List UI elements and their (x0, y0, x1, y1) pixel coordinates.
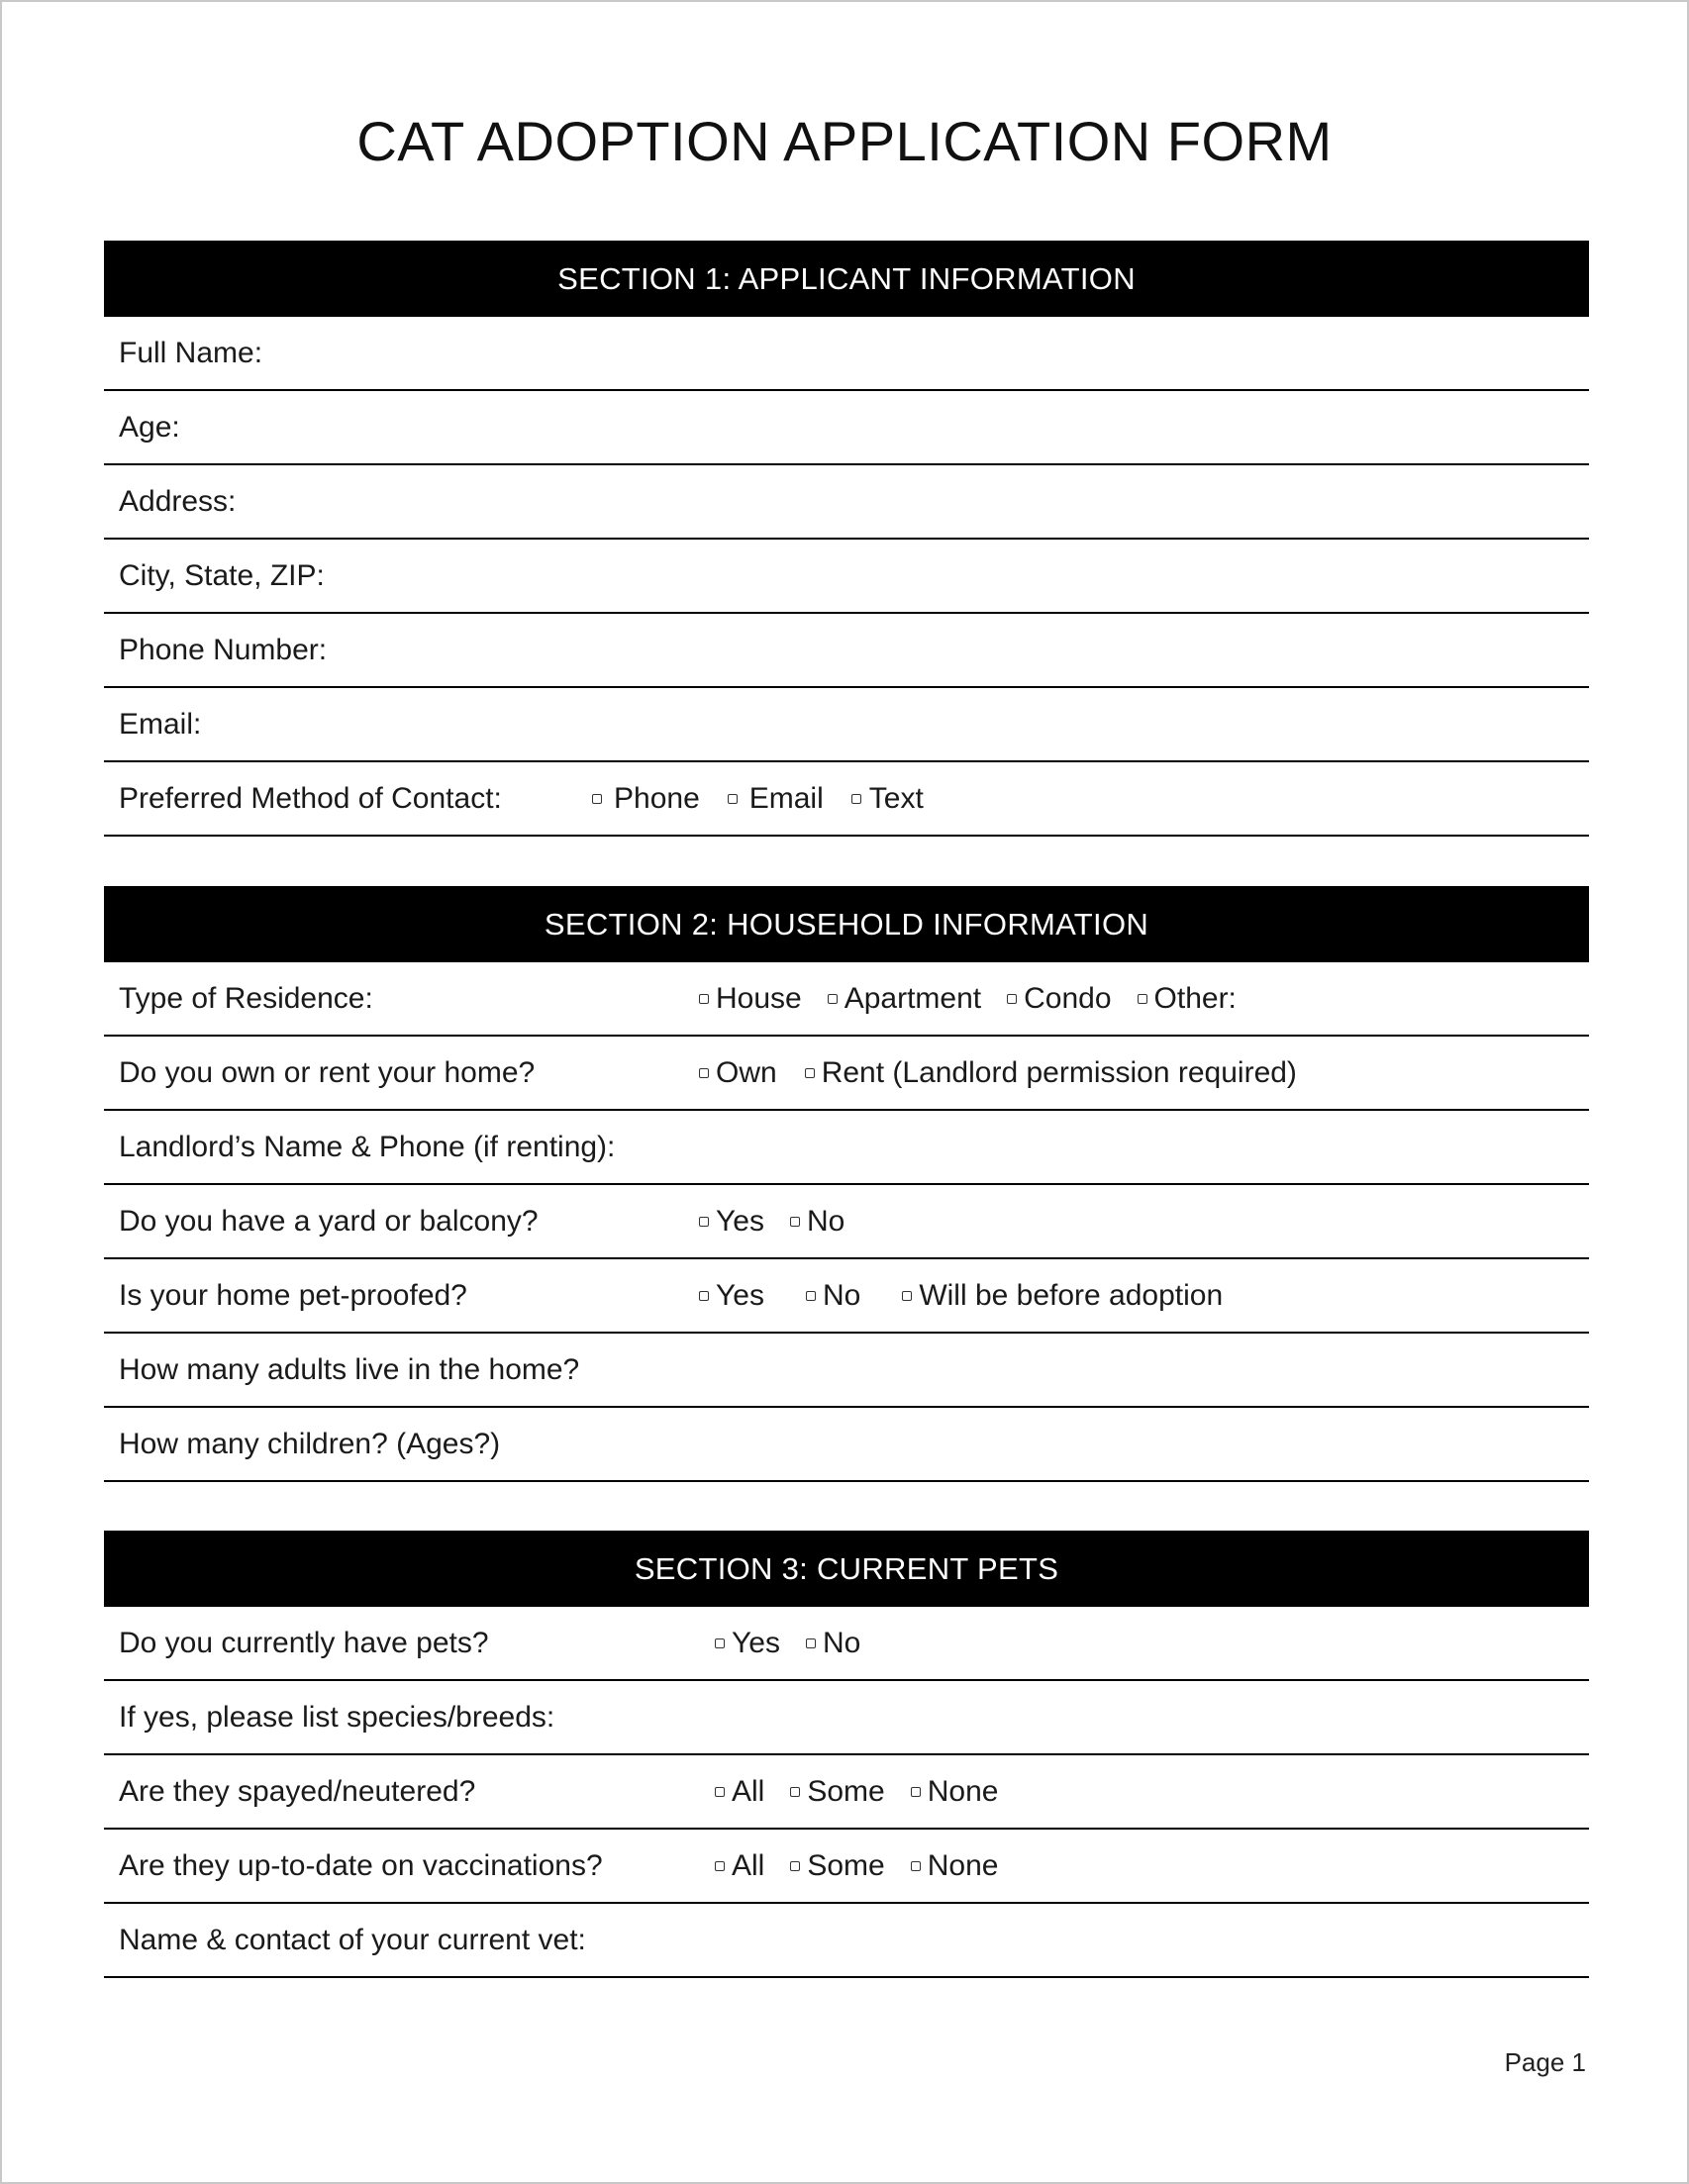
checkbox[interactable] (592, 794, 602, 804)
checkbox[interactable] (828, 994, 838, 1004)
preferred-contact-field (104, 762, 1589, 837)
option-label: Some (807, 1774, 885, 1808)
option-label: No (806, 1204, 845, 1238)
option-label: All (732, 1774, 765, 1808)
option-text[interactable] (851, 782, 924, 816)
option-label: Phone (614, 781, 700, 815)
landlord-field[interactable] (104, 1111, 1589, 1185)
option-will-be-before-adoption[interactable] (902, 1279, 1223, 1313)
option-label: Own (716, 1055, 777, 1089)
option-label: Email (748, 781, 824, 815)
adults-field[interactable] (104, 1334, 1589, 1408)
field-label: Do you own or rent your home? (119, 1055, 536, 1089)
checkbox[interactable] (728, 794, 738, 804)
option-no[interactable] (790, 1205, 844, 1239)
checkbox[interactable] (806, 1291, 816, 1301)
option-yes[interactable] (715, 1627, 780, 1660)
checkbox[interactable] (902, 1291, 912, 1301)
option-apartment[interactable] (828, 982, 981, 1016)
checkbox[interactable] (699, 1217, 709, 1227)
field-label: Phone Number: (119, 633, 328, 666)
section-current-pets (104, 1531, 1589, 1978)
option-none[interactable] (911, 1775, 999, 1809)
vaccination-options (715, 1849, 998, 1883)
option-some[interactable] (790, 1775, 884, 1809)
option-none[interactable] (911, 1849, 999, 1883)
pet-proofed-options (699, 1279, 1223, 1313)
option-all[interactable] (715, 1849, 764, 1883)
option-label: No (822, 1626, 861, 1659)
section-header: SECTION 2: HOUSEHOLD INFORMATION (104, 886, 1589, 962)
contact-options (592, 782, 924, 816)
own-rent-options (699, 1056, 1297, 1090)
checkbox[interactable] (911, 1861, 921, 1871)
checkbox[interactable] (1138, 994, 1147, 1004)
option-label: Rent (Landlord permission required) (821, 1055, 1297, 1089)
section-header: SECTION 1: APPLICANT INFORMATION (104, 241, 1589, 317)
field-label: If yes, please list species/breeds: (119, 1700, 555, 1734)
option-label: No (822, 1278, 861, 1312)
option-no[interactable] (806, 1627, 860, 1660)
checkbox[interactable] (790, 1787, 800, 1797)
option-label: Yes (732, 1626, 780, 1659)
field-label: Do you currently have pets? (119, 1626, 489, 1659)
field-label: Landlord’s Name & Phone (if renting): (119, 1130, 616, 1163)
field-label: Address: (119, 484, 237, 518)
age-field[interactable] (104, 391, 1589, 465)
field-label: How many adults live in the home? (119, 1352, 580, 1386)
checkbox[interactable] (699, 994, 709, 1004)
yard-balcony-field (104, 1185, 1589, 1259)
current-pets-field (104, 1607, 1589, 1681)
pet-proofed-field (104, 1259, 1589, 1334)
option-label: None (927, 1774, 999, 1808)
field-label: Type of Residence: (119, 981, 373, 1015)
checkbox[interactable] (806, 1638, 816, 1648)
checkbox[interactable] (790, 1217, 800, 1227)
field-label: Is your home pet-proofed? (119, 1278, 467, 1312)
option-label: All (732, 1848, 765, 1882)
option-phone[interactable] (592, 782, 700, 816)
address-field[interactable] (104, 465, 1589, 540)
children-field[interactable] (104, 1408, 1589, 1482)
field-label: City, State, ZIP: (119, 558, 325, 592)
own-or-rent-field (104, 1037, 1589, 1111)
option-some[interactable] (790, 1849, 884, 1883)
option-label: Other: (1153, 981, 1237, 1015)
option-rent[interactable] (805, 1056, 1297, 1090)
option-label: Yes (716, 1278, 764, 1312)
checkbox[interactable] (715, 1787, 725, 1797)
full-name-field[interactable] (104, 317, 1589, 391)
checkbox[interactable] (715, 1638, 725, 1648)
current-vet-field[interactable] (104, 1904, 1589, 1978)
field-label: Name & contact of your current vet: (119, 1923, 586, 1956)
checkbox[interactable] (790, 1861, 800, 1871)
current-pets-options (715, 1627, 860, 1660)
option-no[interactable] (806, 1279, 860, 1313)
option-label: Will be before adoption (919, 1278, 1224, 1312)
field-label: Age: (119, 410, 180, 444)
field-label: Preferred Method of Contact: (119, 781, 502, 815)
residence-type-field (104, 962, 1589, 1037)
checkbox[interactable] (911, 1787, 921, 1797)
yard-options (699, 1205, 844, 1239)
field-label: Are they up-to-date on vaccinations? (119, 1848, 603, 1882)
field-label: Are they spayed/neutered? (119, 1774, 476, 1808)
section-applicant-information (104, 241, 1589, 837)
option-label: Apartment (844, 981, 982, 1015)
option-yes[interactable] (699, 1205, 764, 1239)
option-label: Condo (1024, 981, 1112, 1015)
field-label: How many children? (Ages?) (119, 1427, 501, 1460)
checkbox[interactable] (699, 1068, 709, 1078)
option-label: Some (807, 1848, 885, 1882)
checkbox[interactable] (1007, 994, 1017, 1004)
checkbox[interactable] (699, 1291, 709, 1301)
checkbox[interactable] (805, 1068, 815, 1078)
spayed-neutered-field (104, 1755, 1589, 1830)
option-email[interactable] (728, 782, 824, 816)
species-breeds-field[interactable] (104, 1681, 1589, 1755)
option-house[interactable] (699, 982, 802, 1016)
option-label: None (927, 1848, 999, 1882)
option-condo[interactable] (1007, 982, 1111, 1016)
city-state-zip-field[interactable] (104, 540, 1589, 614)
page-number: Page 1 (1504, 2047, 1586, 2077)
field-label: Full Name: (119, 336, 263, 369)
option-label: Text (868, 781, 924, 815)
phone-number-field[interactable] (104, 614, 1589, 688)
vaccinations-field (104, 1830, 1589, 1904)
residence-options (699, 982, 1237, 1016)
checkbox[interactable] (715, 1861, 725, 1871)
page-title: CAT ADOPTION APPLICATION FORM (356, 110, 1333, 172)
option-label: Yes (716, 1204, 764, 1238)
checkbox[interactable] (851, 794, 861, 804)
field-label: Do you have a yard or balcony? (119, 1204, 539, 1238)
option-own[interactable] (699, 1056, 777, 1090)
section-header: SECTION 3: CURRENT PETS (104, 1531, 1589, 1607)
option-yes[interactable] (699, 1279, 764, 1313)
email-field[interactable] (104, 688, 1589, 762)
option-all[interactable] (715, 1775, 764, 1809)
section-household-information (104, 886, 1589, 1482)
spayed-options (715, 1775, 998, 1809)
option-label: House (716, 981, 802, 1015)
field-label: Email: (119, 707, 202, 741)
option-other[interactable] (1138, 982, 1237, 1016)
